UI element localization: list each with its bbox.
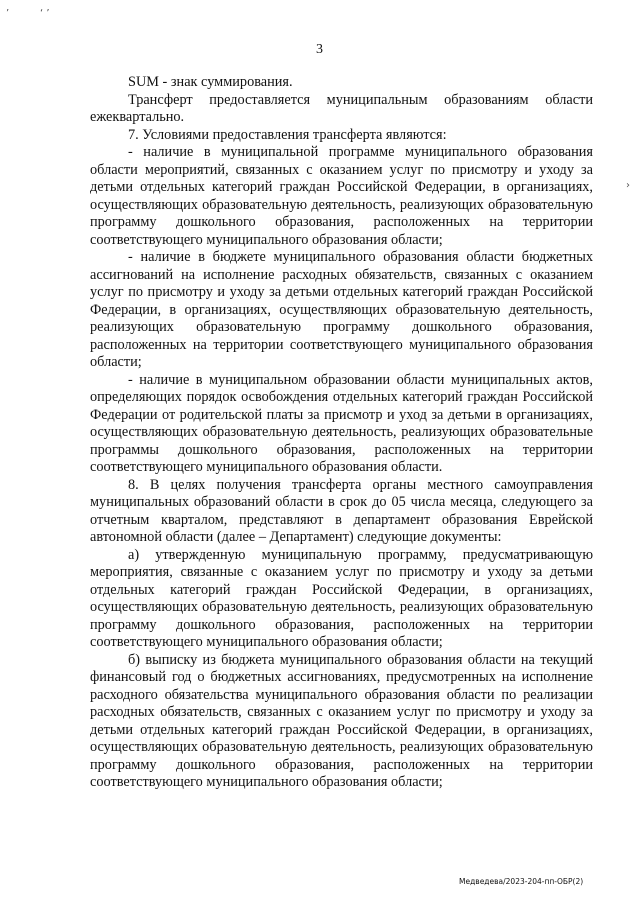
document-body (90, 74, 593, 792)
paragraph-clause-8b: б) выписку из бюджета муниципального образования области на текущий финансовый год о бюджетных ассигнованиях, предусмотренных на исполнение расходного обязательства муниципального образования области по реализации расходных обязательств, связанных с оказанием услуг по присмотру и уходу за детьми отдельных категорий граждан Российской Федерации, в организациях, осуществляющих образовательную деятельность, реализующих образовательную программу дошкольного образования, расположенных на территории соответствующего муниципального образования области; (90, 651, 593, 790)
paragraph-clause-7-heading: 7. Условиями предоставления трансферта являются: (128, 126, 447, 143)
paragraph-clause-8: 8. В целях получения трансферта органы местного самоуправления муниципальных образований области в срок до 05 числа месяца, следующего за отчетным кварталом, представляют в департамент образования Еврейской автономной области (далее – Департамент) следующие документы: (90, 476, 593, 545)
paragraph-clause-8a: а) утвержденную муниципальную программу, предусматривающую мероприятия, связанные с оказанием услуг по присмотру и уходу за детьми отдельных категорий граждан Российской Федерации, в организациях, осуществляющих образовательную деятельность, реализующих образовательную программу дошкольного образования, расположенных на территории соответствующего муниципального образования области; (90, 546, 593, 650)
scan-artifact-mark: › (626, 180, 630, 191)
paragraph-transfer-frequency: Трансферт предоставляется муниципальным образованиям области ежеквартально. (90, 91, 593, 125)
paragraph-condition-budget: - наличие в бюджете муниципального образования области бюджетных ассигнований на исполнение расходных обязательств, связанных с оказанием услуг по присмотру и уходу за детьми отдельных категорий граждан Российской Федерации, в организациях, осуществляющих образовательную деятельность, реализующих образовательную программу дошкольного образования, расположенных на территории соответствующего муниципального образования области; (90, 249, 593, 370)
paragraph-condition-acts: - наличие в муниципальном образовании области муниципальных актов, определяющих порядок освобождения отдельных категорий граждан Российской Федерации от родительской платы за присмотр и уход за детьми в организациях, осуществляющих образовательную деятельность, реализующих образовательные программы дошкольного образования, расположенных на территории соответствующего муниципального образования области. (90, 371, 593, 475)
scan-artifact-mark: ’ (6, 8, 10, 19)
page-number: 3 (316, 42, 323, 57)
document-reference: Медведева/2023-204-пп-ОБР(2) (459, 877, 584, 886)
scan-artifact-mark: ‘ ’ (40, 8, 50, 19)
paragraph-condition-program: - наличие в муниципальной программе муниципального образования области мероприятий, связанных с оказанием услуг по присмотру и уходу за детьми отдельных категорий граждан Российской Федерации, в организациях, осуществляющих образовательную деятельность, реализующих образовательную программу дошкольного образования, расположенных на территории соответствующего муниципального образования области; (90, 144, 593, 248)
paragraph-sum-definition: SUM - знак суммирования. (128, 74, 293, 90)
